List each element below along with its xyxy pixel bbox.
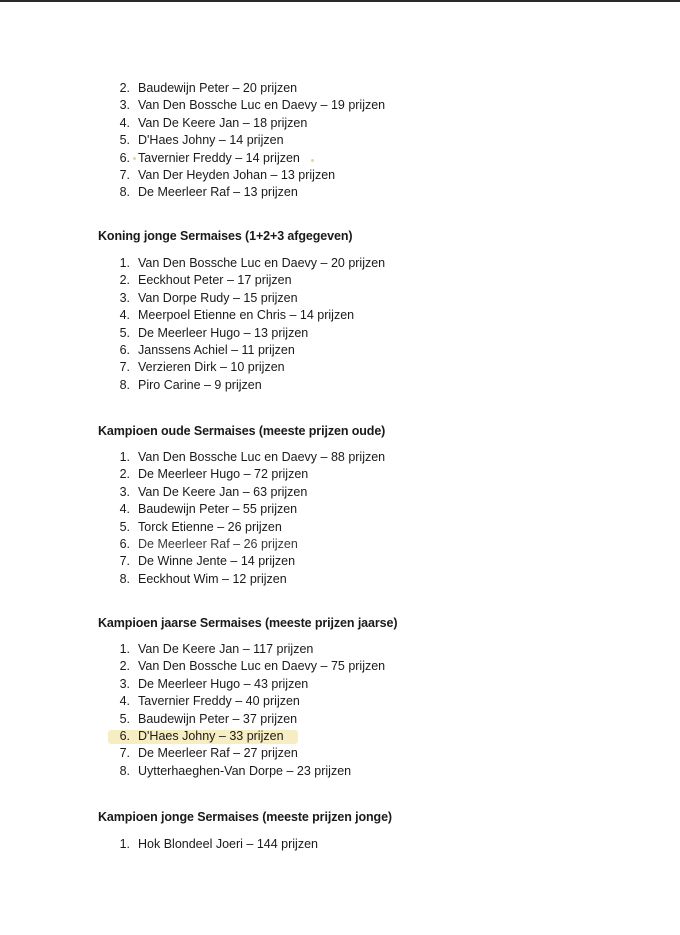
list-item [0, 676, 680, 693]
list-item [0, 553, 680, 570]
item-text: De Meerleer Hugo – 43 prijzen [138, 676, 309, 691]
item-text: Eeckhout Peter – 17 prijzen [138, 273, 292, 288]
list-item [0, 641, 680, 658]
item-text: Van De Keere Jan – 117 prijzen [138, 642, 314, 656]
item-text: De Meerleer Raf – 13 prijzen [138, 185, 298, 200]
item-rank: 4. [119, 308, 130, 323]
list-item [0, 359, 680, 376]
item-rank: 5. [119, 519, 130, 534]
section-heading: Kampioen jaarse Sermaises (meeste prijzen jaarse) [98, 616, 398, 630]
item-rank: 8. [119, 763, 130, 778]
item-rank: 4. [119, 694, 130, 709]
item-rank: 5. [119, 325, 130, 340]
item-text: Janssens Achiel – 11 prijzen [138, 343, 295, 357]
list-item [0, 325, 680, 342]
list-item [0, 377, 680, 394]
scan-top-edge [0, 0, 680, 2]
list-item [0, 132, 680, 149]
list-item [0, 711, 680, 728]
list-item [0, 342, 680, 359]
list-item [0, 115, 680, 132]
item-rank: 5. [119, 133, 130, 148]
list-item [0, 272, 680, 289]
item-text: De Meerleer Raf – 27 prijzen [138, 746, 298, 761]
list-item [0, 836, 680, 853]
item-text: Torck Etienne – 26 prijzen [138, 519, 282, 534]
list-item [0, 167, 680, 184]
item-rank: 5. [119, 711, 130, 726]
item-text: Uytterhaeghen-Van Dorpe – 23 prijzen [138, 763, 352, 778]
item-rank: 3. [119, 484, 130, 499]
item-rank: 7. [119, 360, 130, 375]
item-rank: 6. [119, 729, 130, 743]
item-text: Van Dorpe Rudy – 15 prijzen [138, 290, 298, 305]
list-item [0, 658, 680, 675]
item-rank: 1. [119, 256, 130, 270]
highlighter-speck [133, 157, 136, 160]
item-text: Verzieren Dirk – 10 prijzen [138, 360, 285, 375]
list-item [0, 97, 680, 114]
item-rank: 3. [119, 676, 130, 691]
item-text: D'Haes Johny – 14 prijzen [138, 133, 284, 148]
item-text: Meerpoel Etienne en Chris – 14 prijzen [138, 308, 355, 323]
section-heading: Kampioen jonge Sermaises (meeste prijzen jonge) [98, 810, 392, 824]
section-heading: Koning jonge Sermaises (1+2+3 afgegeven) [98, 229, 353, 243]
item-rank: 3. [119, 98, 130, 113]
item-rank: 6. [119, 343, 130, 357]
item-text: De Meerleer Raf – 26 prijzen [138, 537, 298, 551]
item-text: De Meerleer Hugo – 72 prijzen [138, 467, 309, 482]
list-item [0, 484, 680, 501]
list-item-highlighted [0, 728, 680, 745]
item-rank: 2. [119, 273, 130, 288]
list-item [0, 307, 680, 324]
item-text: Van De Keere Jan – 18 prijzen [138, 115, 308, 130]
list-item [0, 466, 680, 483]
list-item [0, 255, 680, 272]
item-rank: 6. [119, 537, 130, 551]
item-text: De Winne Jente – 14 prijzen [138, 554, 296, 569]
item-rank: 8. [119, 377, 130, 392]
item-text: Van Den Bossche Luc en Daevy – 75 prijzen [138, 659, 386, 674]
item-rank: 8. [119, 185, 130, 200]
item-rank: 2. [119, 81, 130, 95]
item-rank: 4. [119, 502, 130, 517]
list-item [0, 290, 680, 307]
item-rank: 1. [119, 642, 130, 656]
item-rank: 7. [119, 746, 130, 761]
item-text: Tavernier Freddy – 14 prijzen [138, 150, 300, 165]
item-text: De Meerleer Hugo – 13 prijzen [138, 325, 309, 340]
list-item [0, 501, 680, 518]
item-rank: 1. [119, 450, 130, 464]
item-rank: 8. [119, 571, 130, 586]
item-text: Tavernier Freddy – 40 prijzen [138, 694, 300, 709]
item-text: Baudewijn Peter – 55 prijzen [138, 502, 298, 517]
item-rank: 7. [119, 168, 130, 182]
item-text: Baudewijn Peter – 20 prijzen [138, 81, 298, 95]
item-text: Eeckhout Wim – 12 prijzen [138, 571, 287, 586]
list-item [0, 150, 680, 167]
highlighter-speck [311, 159, 314, 162]
item-text: Hok Blondeel Joeri – 144 prijzen [138, 837, 318, 851]
item-text: Van Den Bossche Luc en Daevy – 20 prijzen [138, 256, 386, 270]
item-rank: 6. [119, 150, 130, 165]
item-text: D'Haes Johny – 33 prijzen [138, 729, 284, 743]
list-item [0, 184, 680, 201]
item-rank: 2. [119, 467, 130, 482]
item-rank: 2. [119, 659, 130, 674]
section-heading: Kampioen oude Sermaises (meeste prijzen oude) [98, 424, 386, 438]
item-text: Piro Carine – 9 prijzen [138, 377, 262, 392]
list-item [0, 449, 680, 466]
item-rank: 3. [119, 290, 130, 305]
item-text: Van De Keere Jan – 63 prijzen [138, 484, 308, 499]
list-item [0, 763, 680, 780]
item-rank: 1. [119, 837, 130, 851]
item-rank: 7. [119, 554, 130, 569]
list-item [0, 745, 680, 762]
list-item [0, 80, 680, 97]
item-text: Van Den Bossche Luc en Daevy – 19 prijzen [138, 98, 386, 113]
item-text: Van Den Bossche Luc en Daevy – 88 prijzen [138, 450, 386, 464]
list-item [0, 519, 680, 536]
list-item [0, 571, 680, 588]
item-text: Van Der Heyden Johan – 13 prijzen [138, 168, 336, 182]
list-item [0, 693, 680, 710]
item-text: Baudewijn Peter – 37 prijzen [138, 711, 298, 726]
list-item [0, 536, 680, 553]
item-rank: 4. [119, 115, 130, 130]
